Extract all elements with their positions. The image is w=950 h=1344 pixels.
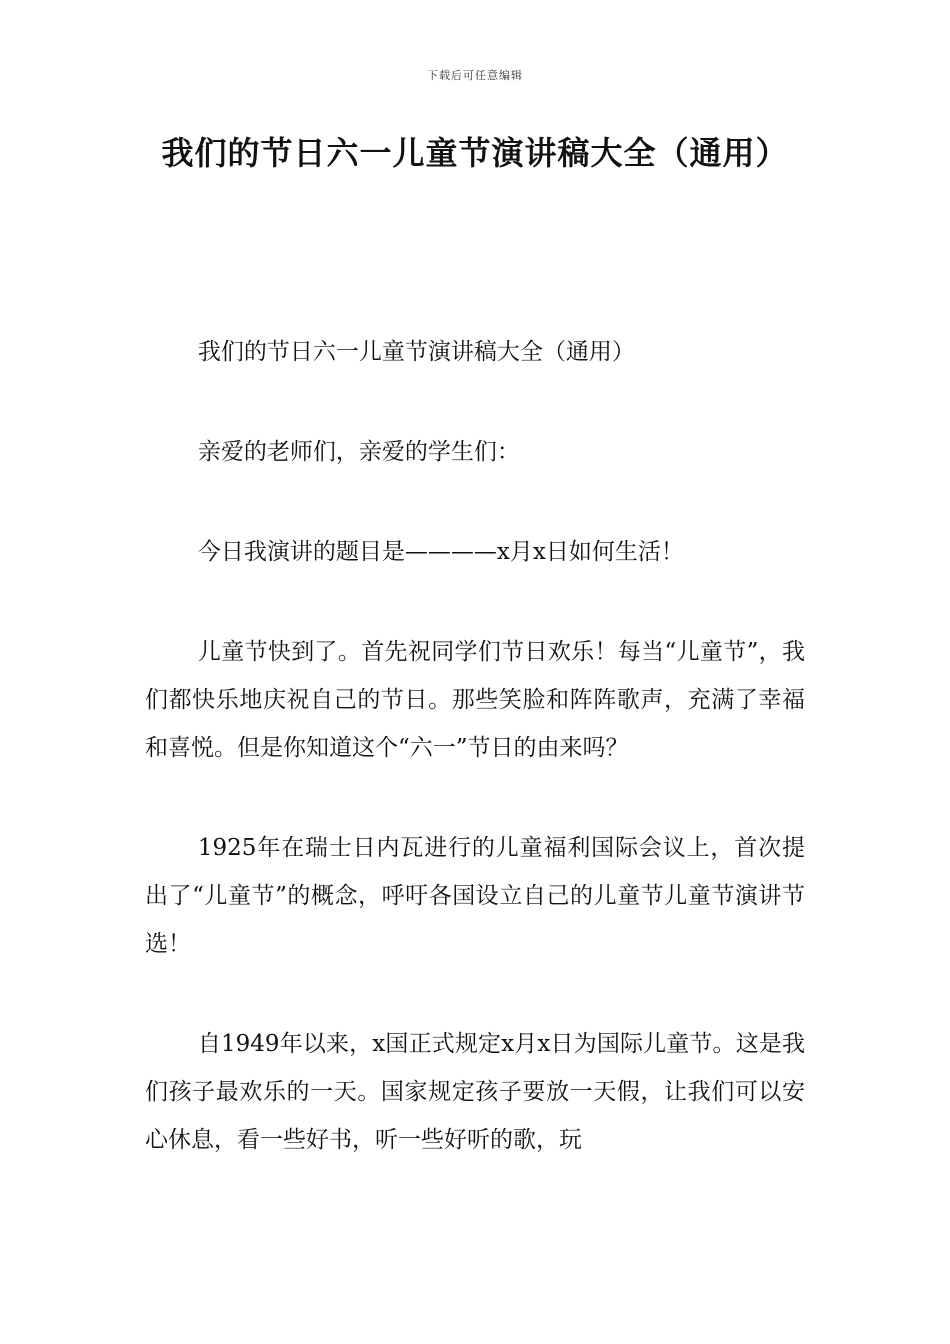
paragraph: 亲爱的老师们，亲爱的学生们： (197, 439, 520, 465)
paragraph: 今日我演讲的题目是————x月x日如何生活！ (197, 539, 684, 565)
document-title: 我们的节日六一儿童节演讲稿大全（通用） (161, 134, 789, 172)
paragraph: 自1949年以来，x国正式规定x月x日为国际儿童节。这是我们孩子最欢乐的一天。国家规定孩子要放一天假，让我们可以安心休息，看一些好书，听一些好听的歌，玩 (145, 1031, 805, 1153)
document-body (145, 328, 805, 1216)
paragraph: 我们的节日六一儿童节演讲稿大全（通用） (197, 339, 635, 365)
paragraph: 儿童节快到了。首先祝同学们节日欢乐！每当“儿童节”，我们都快乐地庆祝自己的节日。那些笑脸和阵阵歌声，充满了幸福和喜悦。但是你知道这个“六一”节日的由来吗？ (145, 639, 805, 761)
header-note: 下载后可任意编辑 (427, 69, 523, 82)
paragraph: 1925年在瑞士日内瓦进行的儿童福利国际会议上，首次提出了“儿童节”的概念，呼吁各国设立自己的儿童节儿童节演讲节选！ (145, 835, 805, 957)
